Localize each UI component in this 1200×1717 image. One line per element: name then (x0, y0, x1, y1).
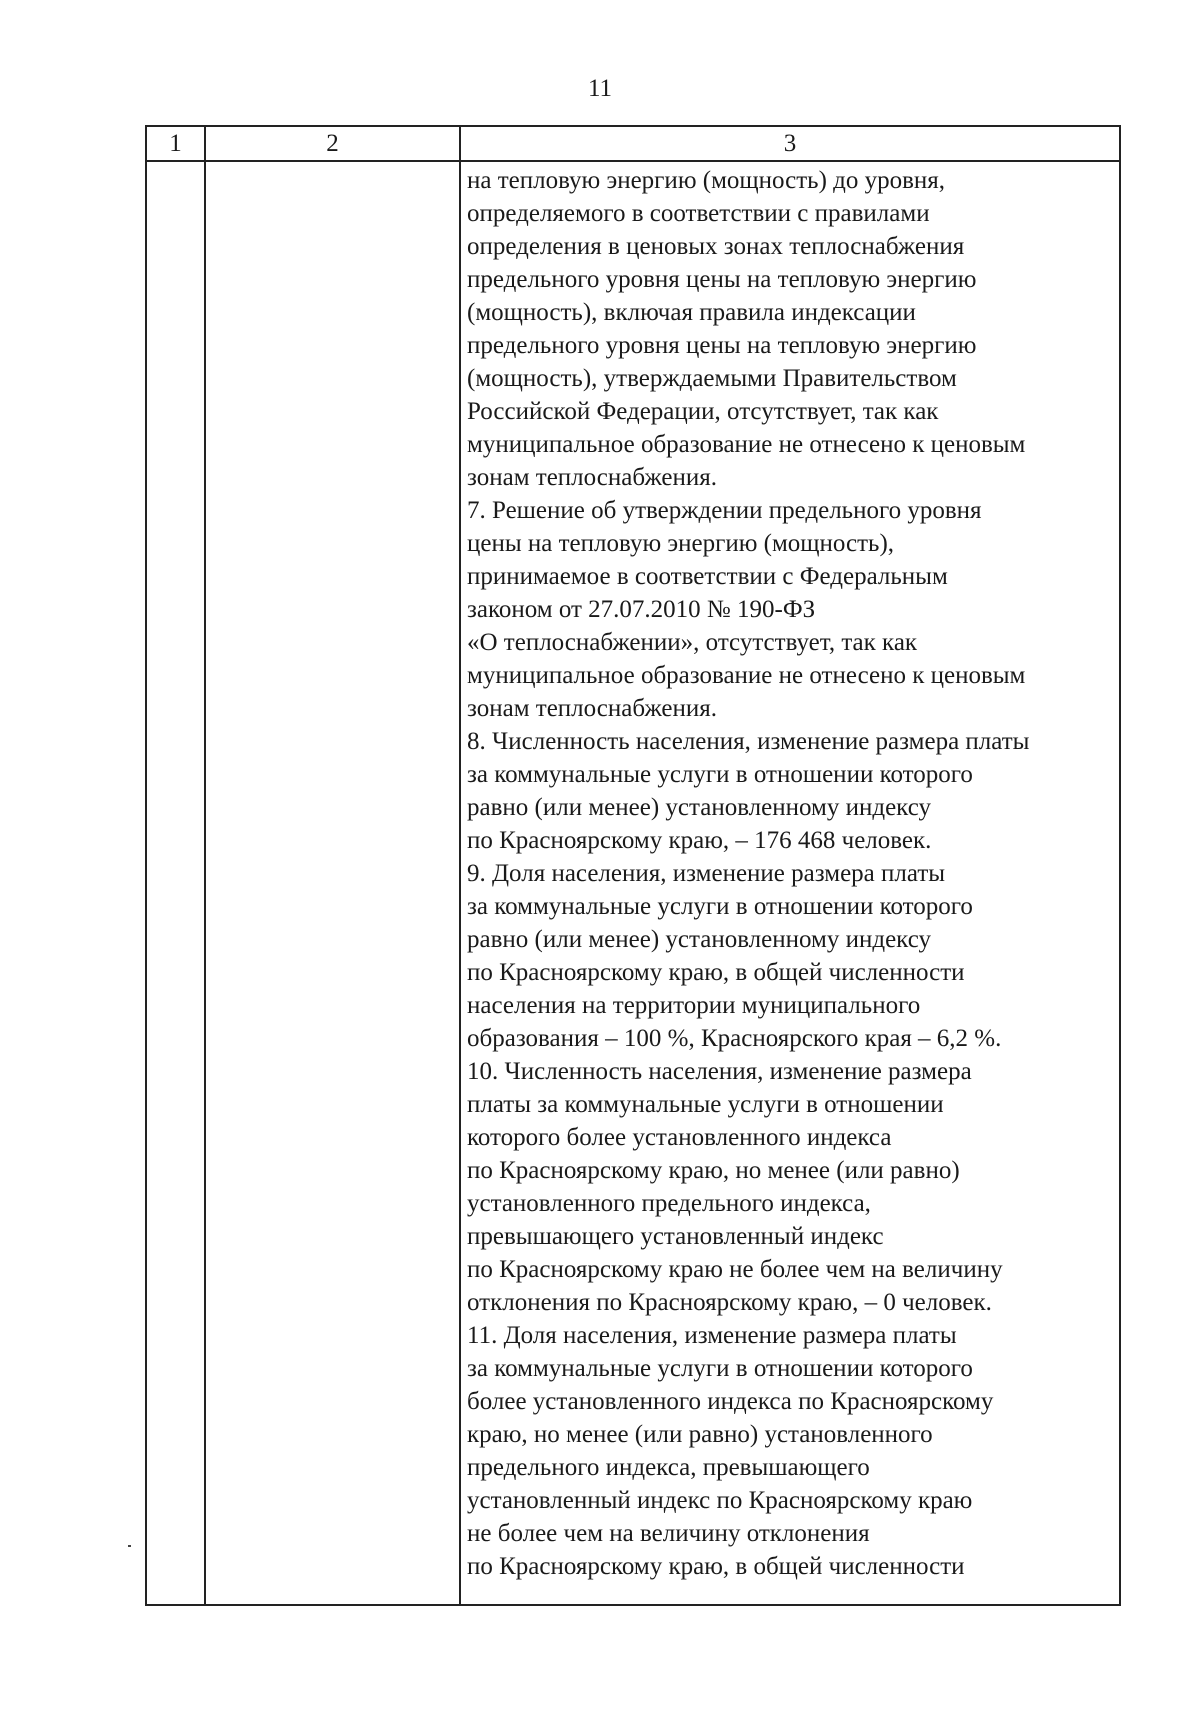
text-line: 10. Численность населения, изменение размера (467, 1058, 972, 1085)
page-number: 11 (587, 75, 613, 102)
text-line: образования – 100 %, Красноярского края – 6,2 %. (467, 1025, 1002, 1052)
text-line: платы за коммунальные услуги в отношении (467, 1091, 944, 1118)
text-line: за коммунальные услуги в отношении которого (467, 893, 973, 920)
text-line: на тепловую энергию (мощность) до уровня, (467, 167, 946, 194)
text-line: 8. Численность населения, изменение размера платы (467, 728, 1030, 755)
text-line: Российской Федерации, отсутствует, так как (467, 398, 939, 425)
text-line: определяемого в соответствии с правилами (467, 200, 930, 227)
text-line: которого более установленного индекса (467, 1124, 892, 1151)
text-line: краю, но менее (или равно) установленного (467, 1421, 933, 1448)
cell-col2 (205, 161, 460, 1605)
table-header-row (146, 126, 1120, 161)
text-line: по Красноярскому краю, – 176 468 человек. (467, 827, 932, 854)
text-line: отклонения по Красноярскому краю, – 0 человек. (467, 1289, 992, 1316)
cell-col3-text (467, 164, 1115, 1583)
text-line: принимаемое в соответствии с Федеральным (467, 563, 948, 590)
cell-col3 (460, 161, 1120, 1605)
text-line: за коммунальные услуги в отношении которого (467, 1355, 973, 1382)
text-line: 9. Доля населения, изменение размера платы (467, 860, 946, 887)
text-line: определения в ценовых зонах теплоснабжения (467, 233, 965, 260)
text-line: (мощность), включая правила индексации (467, 299, 916, 326)
table-row (146, 161, 1120, 1605)
text-line: равно (или менее) установленному индексу (467, 794, 931, 821)
scan-mark (128, 1545, 131, 1547)
text-line: зонам теплоснабжения. (467, 695, 717, 722)
text-line: зонам теплоснабжения. (467, 464, 717, 491)
text-line: предельного индекса, превышающего (467, 1454, 870, 1481)
column-header-3: 3 (460, 126, 1120, 161)
text-line: предельного уровня цены на тепловую энергию (467, 266, 977, 293)
cell-col1 (146, 161, 205, 1605)
text-line: цены на тепловую энергию (мощность), (467, 530, 895, 557)
text-line: превышающего установленный индекс (467, 1223, 884, 1250)
text-line: за коммунальные услуги в отношении которого (467, 761, 973, 788)
text-line: «О теплоснабжении», отсутствует, так как (467, 629, 918, 656)
text-line: не более чем на величину отклонения (467, 1520, 870, 1547)
text-line: установленный индекс по Красноярскому краю (467, 1487, 973, 1514)
text-line: 7. Решение об утверждении предельного уровня (467, 497, 982, 524)
text-line: предельного уровня цены на тепловую энергию (467, 332, 977, 359)
text-line: установленного предельного индекса, (467, 1190, 871, 1217)
text-line: по Красноярскому краю, в общей численности (467, 959, 965, 986)
text-line: населения на территории муниципального (467, 992, 921, 1019)
text-line: по Красноярскому краю, но менее (или равно) (467, 1157, 960, 1184)
text-line: муниципальное образование не отнесено к ценовым (467, 662, 1026, 689)
text-line: по Красноярскому краю не более чем на величину (467, 1256, 1003, 1283)
text-line: более установленного индекса по Красноярскому (467, 1388, 994, 1415)
text-line: муниципальное образование не отнесено к ценовым (467, 431, 1026, 458)
text-line: 11. Доля населения, изменение размера платы (467, 1322, 957, 1349)
content-table (145, 125, 1121, 1606)
text-line: законом от 27.07.2010 № 190-ФЗ (467, 596, 816, 623)
column-header-2: 2 (205, 126, 460, 161)
text-line: (мощность), утверждаемыми Правительством (467, 365, 957, 392)
column-header-1: 1 (146, 126, 205, 161)
text-line: по Красноярскому краю, в общей численности (467, 1553, 965, 1580)
text-line: равно (или менее) установленному индексу (467, 926, 931, 953)
